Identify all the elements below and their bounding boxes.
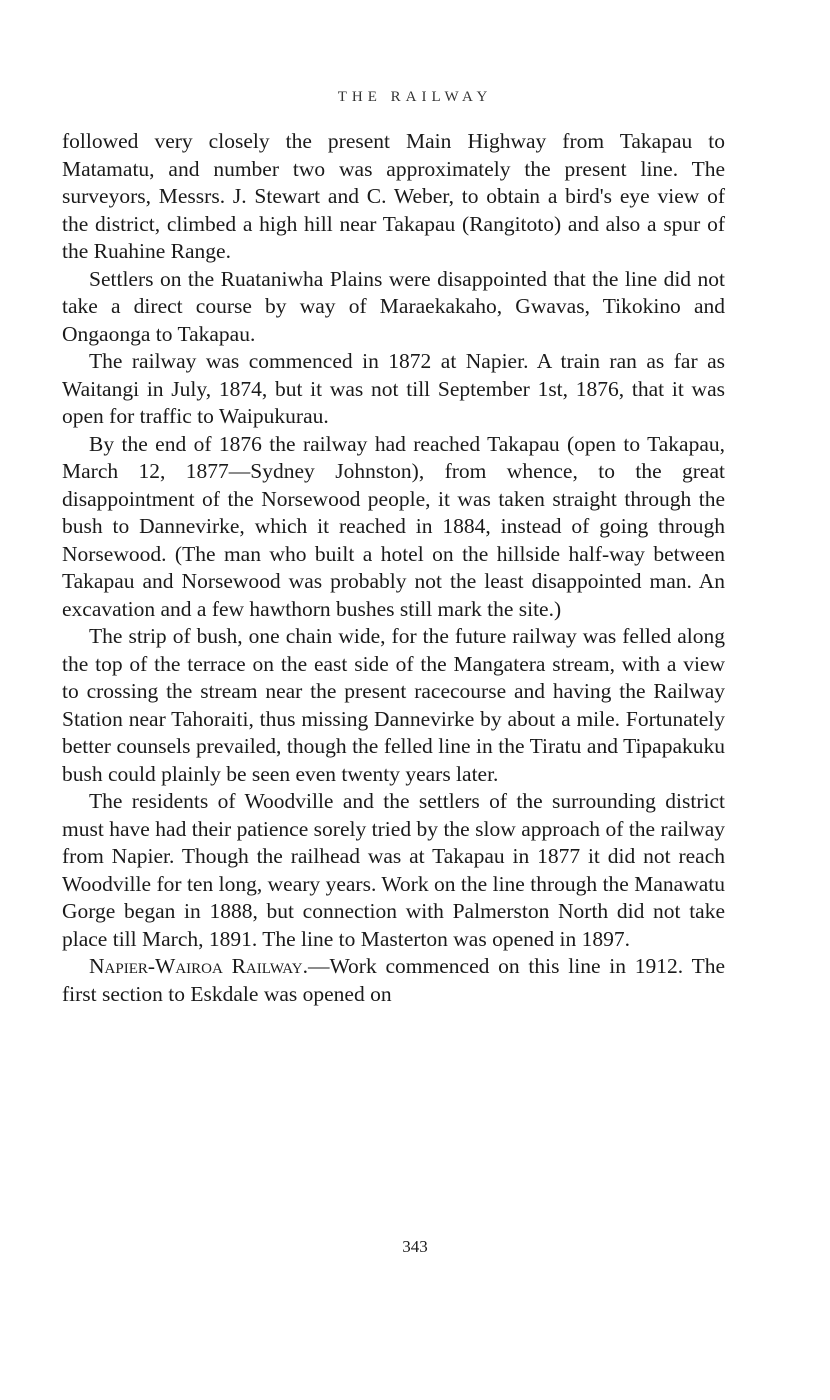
paragraph-2: Settlers on the Ruataniwha Plains were disappointed that the line did not take a direct course by way of Maraekakaho, Gwavas, Tikokino and Ongaonga to Takapau. xyxy=(62,266,725,346)
section-heading: Napier-Wairoa Railway. xyxy=(89,954,308,978)
paragraph-6: The residents of Woodville and the settlers of the surrounding district must have had their patience sorely tried by the slow approach of the railway from Napier. Though the railhead was at Takapau in 1877 it did not reach Woodville for ten long, weary years. Work on the line through the Manawatu Gorge began in 1888, but connection with Palmerston North did not take place till March, 1891. The line to Masterton was opened in 1897. xyxy=(62,789,725,951)
paragraph-1: followed very closely the present Main Highway from Takapau to Matamatu, and number two was approximately the present line. The surveyors, Messrs. J. Stewart and C. Weber, to obtain a bird's eye view of the district, climbed a high hill near Takapau (Rangitoto) and also a spur of the Ruahine Range. xyxy=(62,129,725,263)
paragraph-3: The railway was commenced in 1872 at Napier. A train ran as far as Waitangi in July, 1874, but it was not till September 1st, 1876, that it was open for traffic to Waipukurau. xyxy=(62,349,725,428)
running-head: THE RAILWAY xyxy=(337,89,493,105)
paragraph-4: By the end of 1876 the railway had reached Takapau (open to Takapau, March 12, 1877—Sydney Johnston), from whence, to the great disappointment of the Norsewood people, it was taken straight through the bush to Dannevirke, which it reached in 1884, instead of going through Norsewood. (The man who built a hotel on the hillside half-way between Takapau and Norsewood was probably not the least disappointed man. An excavation and a few hawthorn bushes still mark the site.) xyxy=(62,431,725,621)
paragraph-5: The strip of bush, one chain wide, for the future railway was felled along the top of the terrace on the east side of the Mangatera stream, with a view to crossing the stream near the present racecourse and having the Railway Station near Tahoraiti, thus missing Dannevirke by about a mile. Fortunately better counsels prevailed, though the felled line in the Tiratu and Tipapakuku bush could plainly be seen even twenty years later. xyxy=(62,624,725,786)
paragraph-7 xyxy=(62,953,725,1008)
paragraph-7-text: —Work commenced on this line in 1912. The first section to Eskdale was opened on xyxy=(62,954,725,1006)
body-text xyxy=(62,128,725,1008)
page-number: 343 xyxy=(402,1237,428,1256)
